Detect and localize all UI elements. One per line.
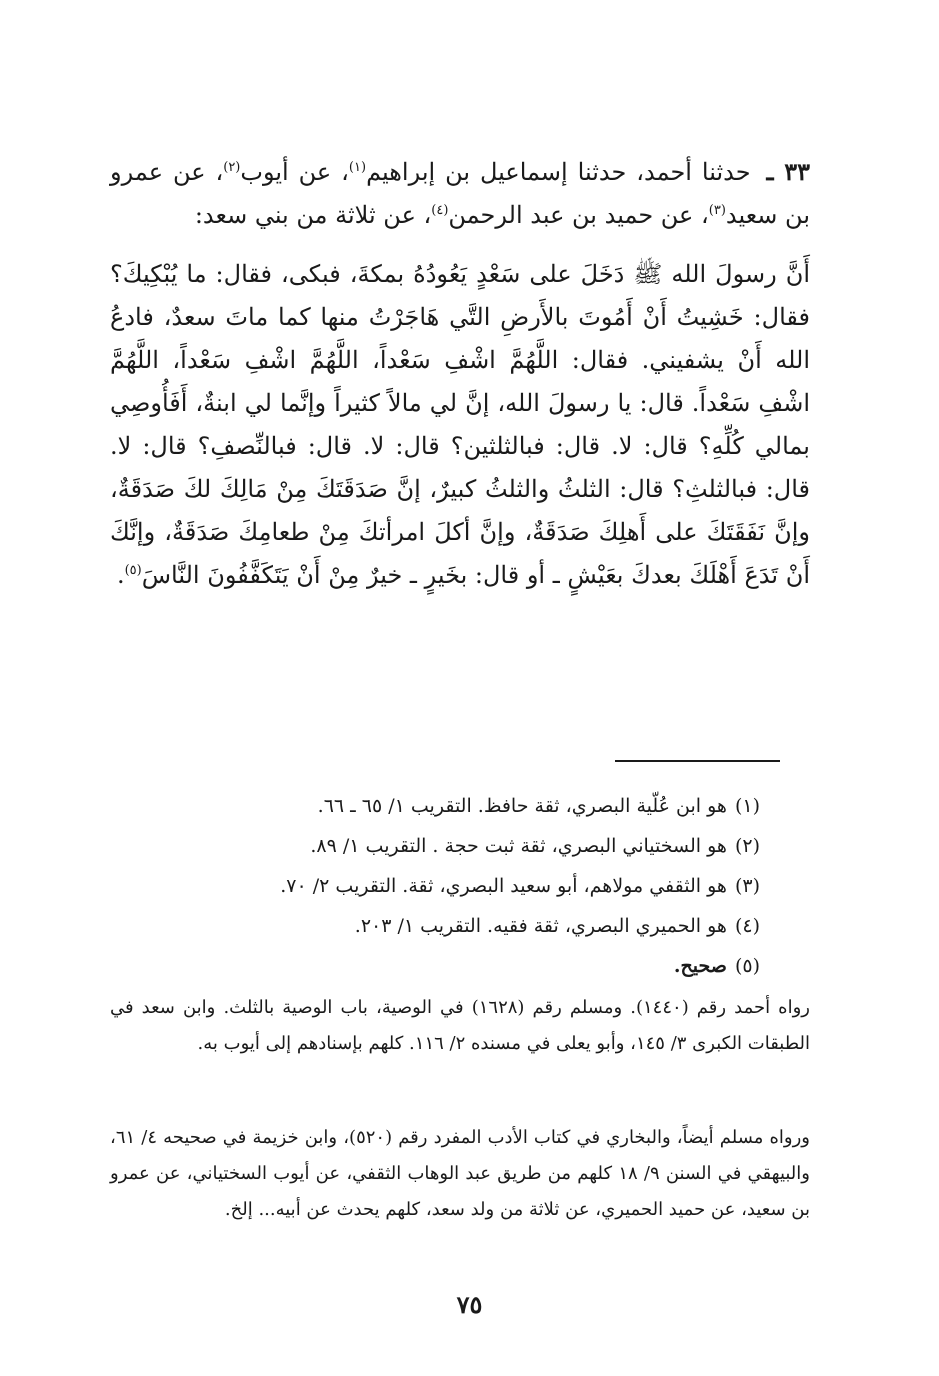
hadith-isnad — [110, 150, 810, 237]
footnote-text: هو السختياني البصري، ثقة ثبت حجة . التقريب ١/ ٨٩. — [310, 835, 727, 857]
footnote-ref-5[interactable]: (٥) — [124, 563, 142, 578]
footnotes-list — [150, 786, 760, 986]
page-number: ٧٥ — [456, 1290, 483, 1319]
hadith-number: ٣٣ ـ — [766, 157, 810, 186]
isnad-part-5: ، عن ثلاثة من بني سعد: — [194, 201, 432, 229]
footnote-text-sahih: صحيح. — [673, 955, 727, 977]
footnote-number: (١) — [734, 795, 760, 817]
isnad-part-4: ، عن حميد بن عبد الرحمن — [448, 201, 709, 229]
footnote-item — [150, 906, 760, 946]
footnote-number: (٣) — [734, 875, 760, 897]
isnad-part-1: حدثنا أحمد، حدثنا إسماعيل بن إبراهيم — [366, 158, 751, 186]
footnote-text: هو الحميري البصري، ثقة فقيه. التقريب ١/ ٢٠٣. — [354, 915, 727, 937]
footnote-number: (٥) — [734, 955, 760, 977]
isnad-part-3: ، عن عمرو بن سعيد — [110, 158, 810, 229]
footnote-text: هو ابن عُلّية البصري، ثقة حافظ. التقريب ١/ ٦٥ ـ ٦٦. — [317, 795, 727, 817]
footnote-ref-2[interactable]: (٢) — [223, 160, 241, 175]
takhrij-paragraph-1: رواه أحمد رقم (١٤٤٠). ومسلم رقم (١٦٢٨) في الوصية، باب الوصية بالثلث. وابن سعد في الطبقات الكبرى ٣/ ١٤٥، وأبو يعلى في مسنده ٢/ ١١٦. كلهم بإسنادهم إلى أيوب به. — [110, 997, 810, 1054]
footnote-ref-3[interactable]: (٣) — [708, 203, 726, 218]
footnote-item — [150, 826, 760, 866]
hadith-matn — [110, 253, 810, 597]
isnad-part-2: ، عن أيوب — [240, 158, 349, 186]
footnote-divider — [615, 760, 780, 762]
footnote-number: (٢) — [734, 835, 760, 857]
matn-text: أَنَّ رسولَ الله ﷺ دَخَلَ على سَعْدٍ يَعُودُهُ بمكةَ، فبكى، فقال: ما يُبْكِيكَ؟ فقال: خَشِيتُ أَنْ أَمُوتَ بالأَرضِ التَّي هَاجَرْتُ منها كما ماتَ سعدٌ، فادعُ الله أَنْ يشفيني. فقال: اللَّهُمَّ اشْفِ سَعْداً، اللَّهُمَّ اشْفِ سَعْداً، اللَّهُمَّ اشْفِ سَعْداً. قال: يا رسولَ الله، إنَّ لي مالاً كثيراً وإنَّما لي ابنةٌ، أَفَأُوصِي بمالي كُلِّهِ؟ قال: لا. قال: فبالثلثين؟ قال: لا. قال: فبالنِّصفِ؟ قال: لا. قال: فبالثلثِ؟ قال: الثلثُ والثلثُ كبيرٌ، إنَّ صَدَقَتَكَ مِنْ مَالِكَ لكَ صَدَقَةٌ، وإنَّ نَفَقَتَكَ على أَهلِكَ صَدَقَةٌ، وإنَّ أكلَ امرأتكَ مِنْ طعامِكَ صَدَقَةٌ، وإنَّكَ أَنْ تَدَعَ أَهْلَكَ بعدكَ بعَيْشٍ ـ أو قال: بخَيرٍ ـ خيرٌ مِنْ أَنْ يَتَكَفَّفُونَ النَّاسَ — [110, 260, 810, 589]
footnote-item — [150, 946, 760, 986]
footnote-item — [150, 866, 760, 906]
hadith-block — [110, 150, 810, 597]
footnote-number: (٤) — [734, 915, 760, 937]
footnote-text: هو الثقفي مولاهم، أبو سعيد البصري، ثقة. التقريب ٢/ ٧٠. — [280, 875, 727, 897]
footnote-ref-1[interactable]: (١) — [348, 160, 367, 175]
takhrij-paragraph-2: ورواه مسلم أيضاً، والبخاري في كتاب الأدب المفرد رقم (٥٢٠)، وابن خزيمة في صحيحه ٤/ ٦١، والبيهقي في السنن ٩/ ١٨ كلهم من طريق عبد الوهاب الثقفي، عن أيوب السختياني، عن عمرو بن سعيد، عن حميد الحميري، عن ثلاثة من ولد سعد، كلهم يحدث عن أبيه... إلخ. — [110, 1127, 811, 1220]
footnote-item — [150, 786, 760, 826]
footnote-ref-4[interactable]: (٤) — [431, 203, 449, 218]
matn-end: . — [116, 561, 125, 589]
